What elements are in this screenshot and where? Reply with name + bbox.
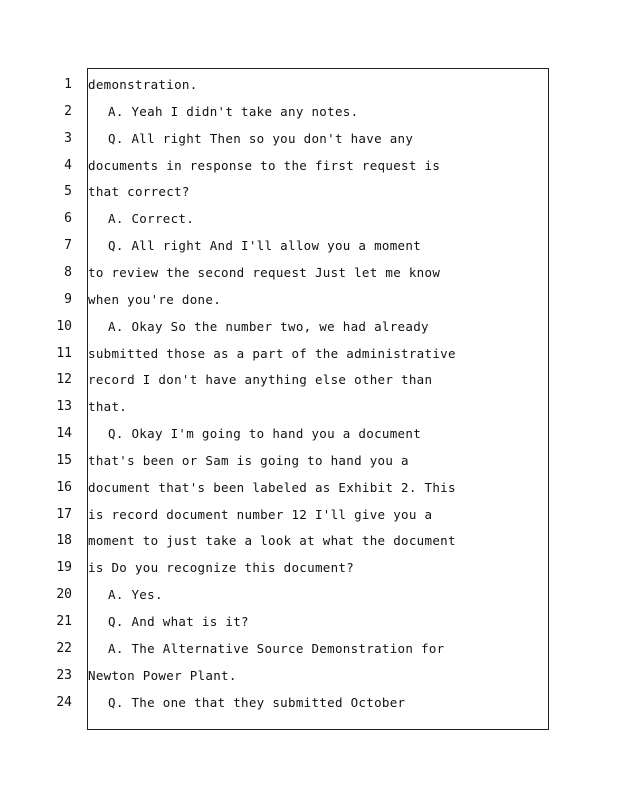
line-number: 4: [64, 157, 72, 173]
line-number: 24: [56, 694, 72, 710]
line-number: 7: [64, 238, 72, 254]
line-number: 8: [64, 264, 72, 280]
transcript-line-text: Q. The one that they submitted October: [108, 694, 406, 710]
line-number: 10: [56, 318, 72, 334]
transcript-line-text: to review the second request Just let me know: [88, 264, 441, 280]
transcript-line-text: documents in response to the first request is: [88, 157, 441, 173]
transcript-line-text: A. Correct.: [108, 211, 195, 227]
line-number: 20: [56, 587, 72, 603]
line-number: 18: [56, 533, 72, 549]
transcript-line-text: A. Yeah I didn't take any notes.: [108, 103, 359, 119]
line-number: 1: [64, 77, 72, 92]
transcript-line-text: A. The Alternative Source Demonstration for: [108, 640, 445, 656]
line-number: 9: [64, 291, 72, 307]
transcript-line-text: A. Okay So the number two, we had already: [108, 318, 429, 334]
transcript-line-text: Newton Power Plant.: [88, 667, 237, 683]
line-number: 3: [64, 130, 72, 146]
transcript-line-text: is Do you recognize this document?: [88, 560, 355, 576]
line-number: 12: [56, 372, 72, 388]
transcript-line-text: that correct?: [88, 184, 190, 200]
line-number: 21: [56, 614, 72, 629]
line-number: 19: [56, 560, 72, 576]
line-number: 22: [56, 640, 72, 656]
transcript-line-text: A. Yes.: [108, 587, 163, 603]
transcript-line-text: demonstration.: [88, 77, 198, 92]
line-number: 14: [56, 426, 72, 442]
transcript-line-text: that.: [88, 399, 128, 415]
transcript-line-text: moment to just take a look at what the document: [88, 533, 456, 549]
line-number: 2: [64, 103, 72, 119]
line-number: 13: [56, 399, 72, 415]
transcript-line-text: submitted those as a part of the administrative: [88, 345, 456, 361]
line-number: 16: [56, 479, 72, 495]
transcript-line-text: is record document number 12 I'll give you a: [88, 506, 433, 522]
line-number: 23: [56, 667, 72, 683]
transcript-line-text: Q. All right And I'll allow you a moment: [108, 238, 422, 254]
transcript-line-text: document that's been labeled as Exhibit 2. This: [88, 479, 456, 495]
line-number: 5: [64, 184, 72, 200]
transcript-line-text: that's been or Sam is going to hand you a: [88, 452, 409, 468]
transcript-line-text: when you're done.: [88, 291, 222, 307]
transcript-line-text: record I don't have anything else other than: [88, 372, 433, 388]
line-number: 15: [56, 452, 72, 468]
transcript-line-text: Q. All right Then so you don't have any: [108, 130, 414, 146]
transcript-line-text: Q. And what is it?: [108, 614, 249, 629]
transcript-line-text: Q. Okay I'm going to hand you a document: [108, 426, 422, 442]
line-number: 17: [56, 506, 72, 522]
line-number: 6: [64, 211, 72, 227]
line-number: 11: [56, 345, 72, 361]
